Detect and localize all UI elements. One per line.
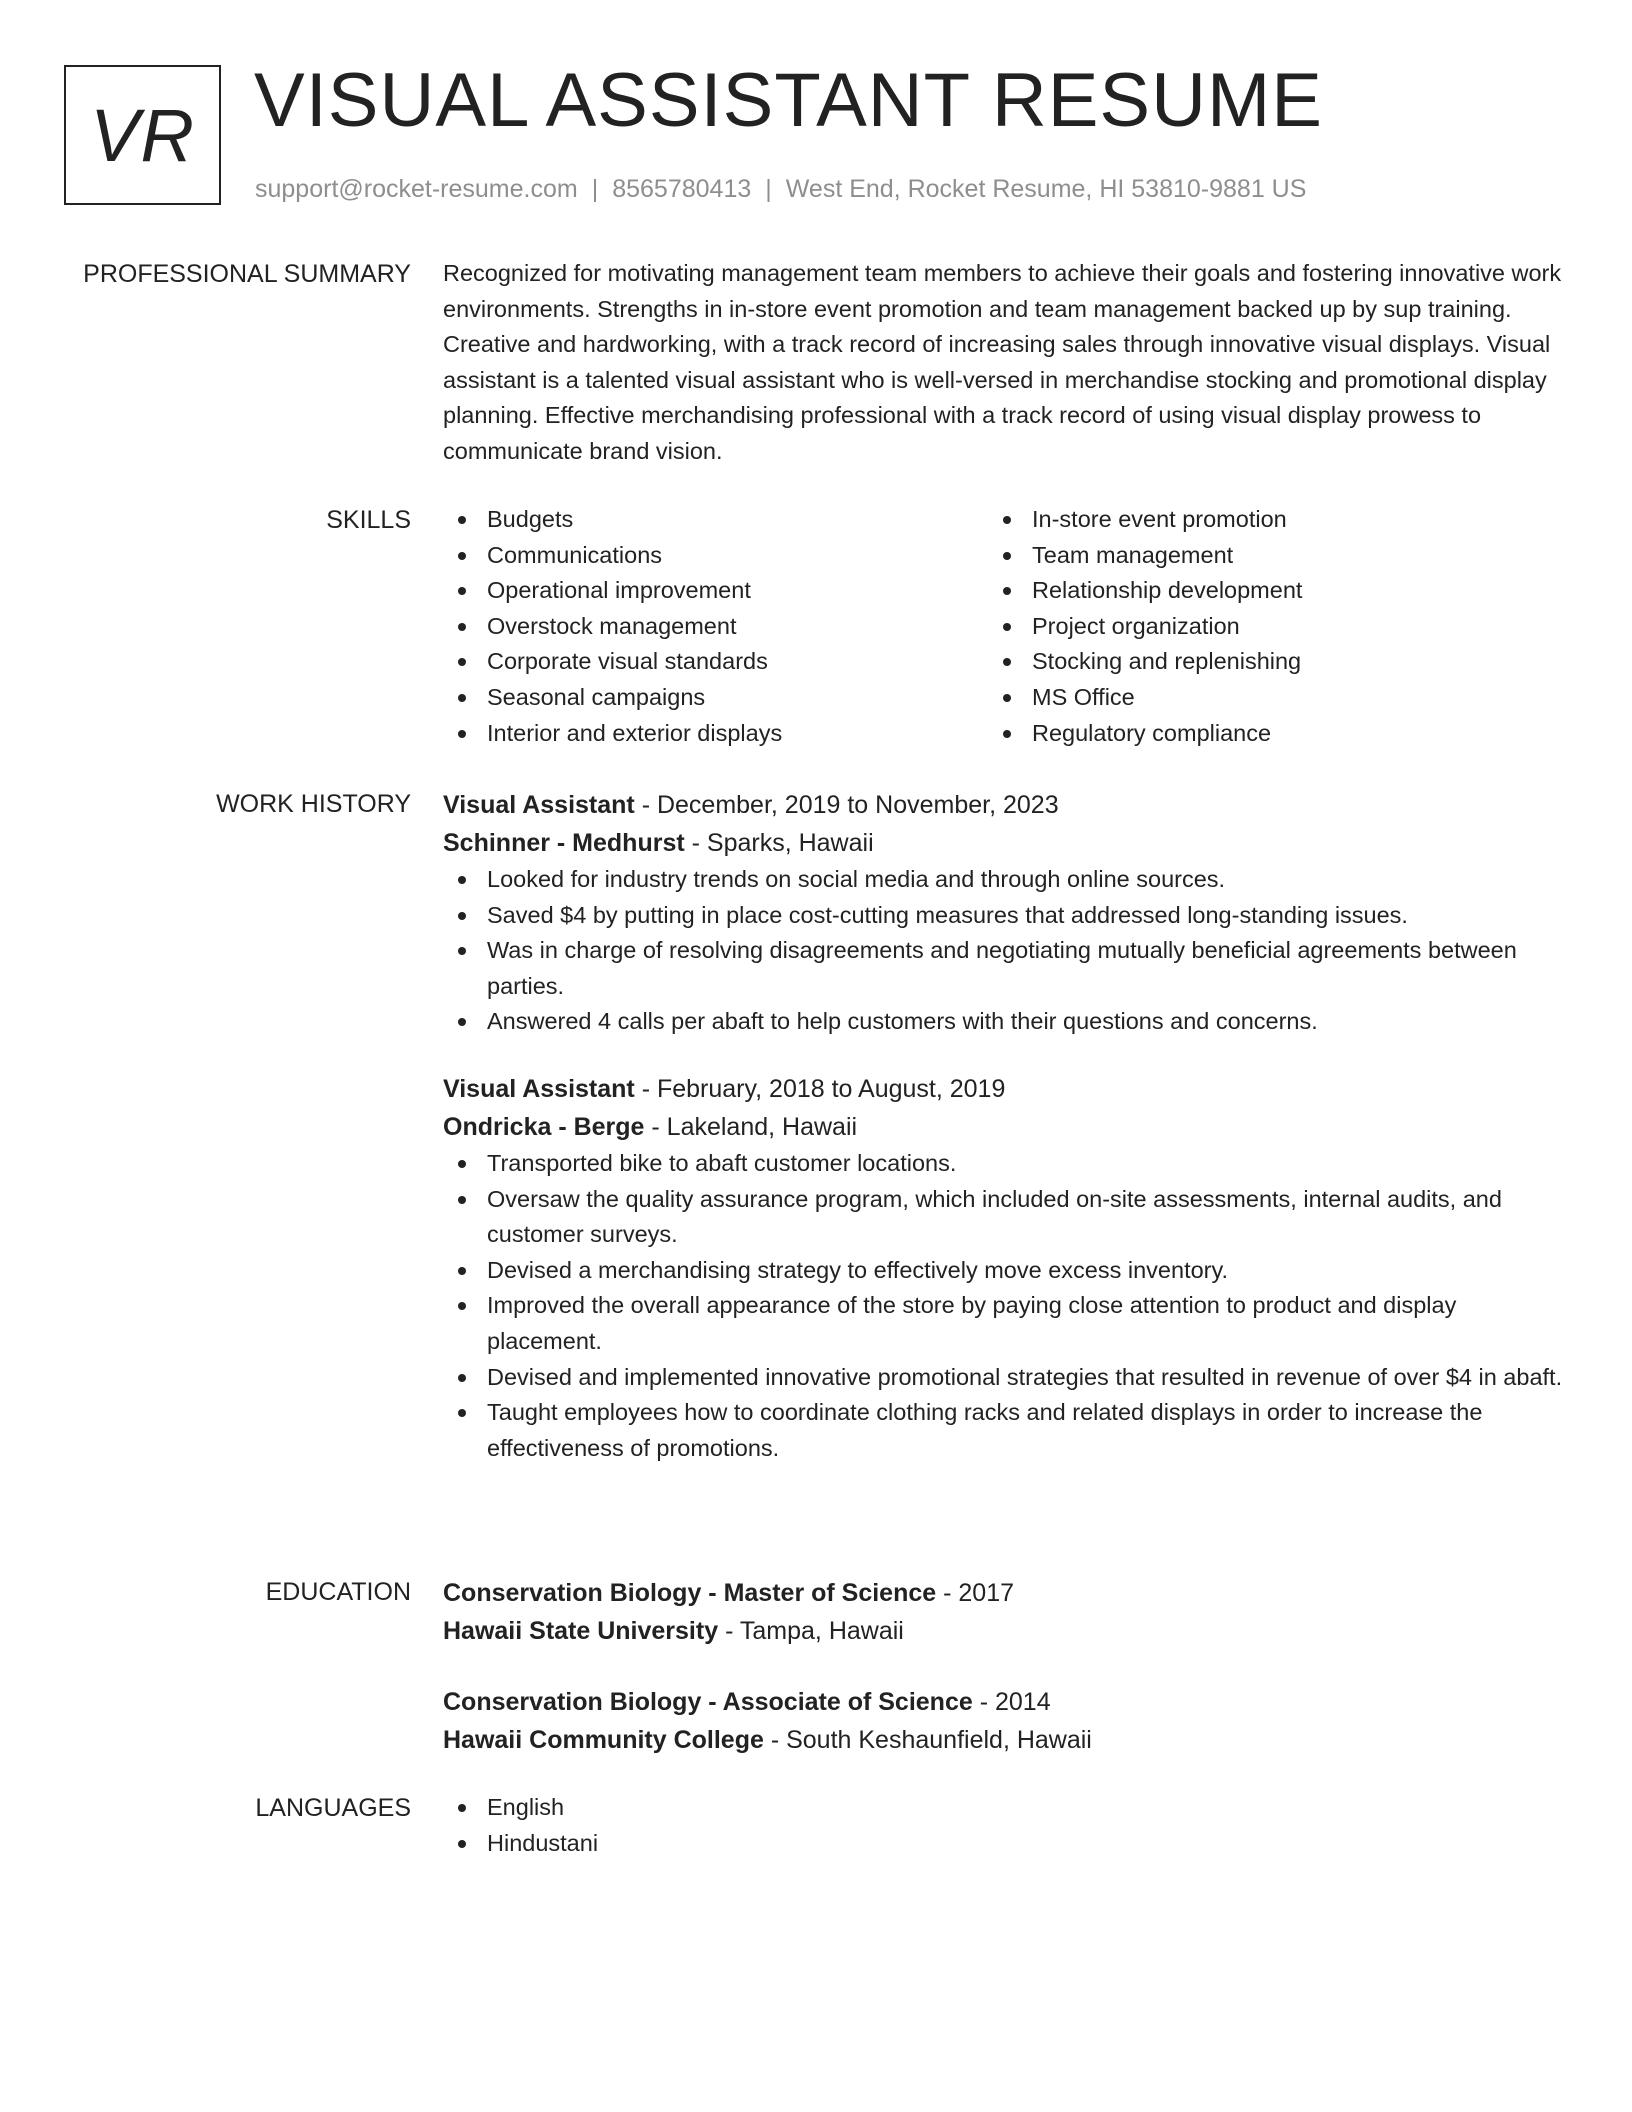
- bullet-dot-icon: [1003, 658, 1011, 666]
- bullet-dot-icon: [458, 1196, 466, 1204]
- education-location: - Tampa, Hawaii: [718, 1617, 904, 1645]
- job-entry: [443, 1070, 1563, 1466]
- language-item-text: English: [487, 1794, 565, 1820]
- job-bullet: [443, 1288, 1563, 1359]
- education-school: Hawaii State University: [443, 1617, 719, 1645]
- languages-body: [443, 1790, 1563, 1861]
- bullet-dot-icon: [1003, 694, 1011, 702]
- job-bullet: [443, 1253, 1563, 1289]
- skill-item-text: Interior and exterior displays: [487, 719, 783, 746]
- skill-item-text: In-store event promotion: [1032, 506, 1287, 532]
- skill-item-text: Team management: [1032, 541, 1234, 568]
- work-history-label: WORK HISTORY: [216, 790, 411, 818]
- job-bullet: [443, 933, 1563, 1004]
- education-location: - South Keshaunfield, Hawaii: [763, 1726, 1092, 1754]
- education-school: Hawaii Community College: [443, 1726, 764, 1754]
- job-bullet-text: Devised a merchandising strategy to effectively move excess inventory.: [487, 1256, 1229, 1283]
- job-dates: - December, 2019 to November, 2023: [634, 791, 1059, 819]
- job-bullet-list: [443, 1146, 1563, 1466]
- job-company: Schinner - Medhurst: [443, 829, 685, 857]
- bullet-dot-icon: [458, 1374, 466, 1382]
- bullet-dot-icon: [1003, 623, 1011, 631]
- job-bullet-text: Was in charge of resolving disagreements and negotiating mutually beneficial agreements between parties.: [487, 937, 1517, 999]
- bullet-dot-icon: [458, 730, 466, 738]
- skill-item: [988, 680, 1533, 716]
- job-bullet-text: Looked for industry trends on social media and through online sources.: [487, 866, 1226, 892]
- bullet-dot-icon: [458, 1267, 466, 1275]
- bullet-dot-icon: [458, 876, 466, 884]
- bullet-dot-icon: [458, 1840, 466, 1848]
- education-degree-line: [443, 1574, 1563, 1612]
- contact-separator: |: [765, 175, 772, 203]
- job-location: - Lakeland, Hawaii: [644, 1112, 858, 1141]
- bullet-dot-icon: [458, 1409, 466, 1417]
- job-bullet-text: Saved $4 by putting in place cost-cutting measures that addressed long-standing issues.: [487, 901, 1408, 928]
- job-bullet: [443, 1395, 1563, 1466]
- job-title: Visual Assistant: [443, 791, 635, 819]
- job-company-line: [443, 1108, 1563, 1146]
- job-bullet: [443, 898, 1563, 934]
- education-degree: Conservation Biology - Associate of Science: [443, 1688, 973, 1716]
- bullet-dot-icon: [458, 623, 466, 631]
- bullet-dot-icon: [458, 912, 466, 920]
- skill-item: [988, 538, 1533, 574]
- bullet-dot-icon: [1003, 587, 1011, 595]
- skill-item: [443, 644, 988, 680]
- summary-text: Recognized for motivating management team members to achieve their goals and fostering innovative work environments. Strengths in in-store event promotion and team management backed up by sup training. Creative and hardworking, with a track record of increasing sales through innovative visual displays. Visual assistant is a talented visual assistant who is well-versed in merchandise stocking and promotional display planning. Effective merchandising professional with a track record of using visual display prowess to communicate brand vision.: [443, 260, 1562, 464]
- bullet-dot-icon: [1003, 516, 1011, 524]
- skill-item: [443, 609, 988, 645]
- skill-item-text: Operational improvement: [487, 577, 751, 604]
- job-location: - Sparks, Hawaii: [684, 829, 874, 857]
- languages-label: LANGUAGES: [255, 1794, 411, 1822]
- work-history-body: [443, 786, 1563, 1466]
- contact-phone[interactable]: 8565780413: [612, 175, 752, 203]
- skill-item: [443, 716, 988, 752]
- skill-item: [988, 609, 1533, 645]
- job-bullet: [443, 1146, 1563, 1182]
- language-item-text: Hindustani: [487, 1829, 599, 1856]
- job-bullet-text: Devised and implemented innovative promotional strategies that resulted in revenue of over $4 in abaft.: [487, 1363, 1563, 1390]
- job-company-line: [443, 824, 1563, 862]
- job-dates: - February, 2018 to August, 2019: [634, 1074, 1006, 1103]
- skill-item: [443, 680, 988, 716]
- bullet-dot-icon: [458, 1804, 466, 1812]
- skills-list-left: [443, 502, 988, 751]
- education-year: - 2017: [936, 1579, 1015, 1607]
- education-degree: Conservation Biology - Master of Science: [443, 1579, 937, 1607]
- job-entry: [443, 786, 1563, 1040]
- skill-item: [988, 573, 1533, 609]
- skills-grid: [443, 502, 1563, 751]
- education-year: - 2014: [972, 1688, 1051, 1716]
- bullet-dot-icon: [458, 947, 466, 955]
- job-bullet-text: Transported bike to abaft customer locations.: [487, 1149, 957, 1176]
- skill-item: [988, 502, 1533, 538]
- job-bullet-list: [443, 862, 1563, 1040]
- bullet-dot-icon: [458, 587, 466, 595]
- contact-line: [255, 172, 1306, 206]
- job-bullet-text: Taught employees how to coordinate clothing racks and related displays in order to increase the effectiveness of promotions.: [487, 1399, 1483, 1461]
- monogram-initials: VR: [90, 93, 195, 177]
- contact-email[interactable]: support@rocket-resume.com: [255, 175, 578, 203]
- skills-body: [443, 502, 1563, 751]
- bullet-dot-icon: [458, 1018, 466, 1026]
- skill-item: [443, 502, 988, 538]
- bullet-dot-icon: [458, 1302, 466, 1310]
- job-bullet: [443, 1004, 1563, 1040]
- skill-item-text: Stocking and replenishing: [1032, 648, 1302, 675]
- education-body: [443, 1574, 1563, 1759]
- job-bullet-text: Improved the overall appearance of the store by paying close attention to product and display placement.: [487, 1292, 1457, 1354]
- education-entry: [443, 1683, 1563, 1759]
- job-title-line: [443, 1070, 1563, 1108]
- job-bullet-text: Oversaw the quality assurance program, which included on-site assessments, internal audits, and customer surveys.: [487, 1185, 1502, 1248]
- job-title-line: [443, 786, 1563, 824]
- contact-separator: |: [591, 175, 599, 203]
- bullet-dot-icon: [1003, 552, 1011, 560]
- job-bullet: [443, 1360, 1563, 1396]
- skill-item-text: Project organization: [1032, 612, 1240, 639]
- job-title: Visual Assistant: [443, 1074, 635, 1103]
- bullet-dot-icon: [1003, 730, 1011, 738]
- skill-item-text: Regulatory compliance: [1032, 719, 1272, 746]
- education-label: EDUCATION: [265, 1578, 411, 1606]
- skill-item-text: Communications: [487, 541, 663, 568]
- bullet-dot-icon: [458, 694, 466, 702]
- bullet-dot-icon: [458, 1160, 466, 1168]
- skill-item-text: Budgets: [487, 506, 574, 532]
- language-item: [443, 1790, 1563, 1826]
- bullet-dot-icon: [458, 658, 466, 666]
- skill-item: [443, 538, 988, 574]
- skill-item-text: Overstock management: [487, 612, 737, 639]
- skills-label: SKILLS: [326, 506, 411, 534]
- skill-item: [988, 644, 1533, 680]
- skill-item-text: MS Office: [1032, 683, 1135, 710]
- skill-item-text: Relationship development: [1032, 577, 1303, 604]
- monogram-box: [64, 65, 221, 205]
- skill-item-text: Corporate visual standards: [487, 648, 768, 675]
- summary-body: [443, 256, 1563, 469]
- bullet-dot-icon: [458, 516, 466, 524]
- job-company: Ondricka - Berge: [443, 1112, 645, 1141]
- skill-item: [988, 716, 1533, 752]
- summary-label: PROFESSIONAL SUMMARY: [83, 260, 411, 288]
- job-bullet: [443, 862, 1563, 898]
- job-bullet-text: Answered 4 calls per abaft to help customers with their questions and concerns.: [487, 1008, 1318, 1035]
- skill-item-text: Seasonal campaigns: [487, 683, 706, 710]
- bullet-dot-icon: [458, 552, 466, 560]
- education-school-line: [443, 1721, 1563, 1759]
- skills-list-right: [988, 502, 1533, 751]
- languages-list: [443, 1790, 1563, 1861]
- education-school-line: [443, 1612, 1563, 1650]
- contact-address: West End, Rocket Resume, HI 53810-9881 US: [785, 175, 1307, 203]
- resume-title: VISUAL ASSISTANT RESUME: [254, 58, 1324, 143]
- language-item: [443, 1826, 1563, 1862]
- job-bullet: [443, 1182, 1563, 1253]
- education-degree-line: [443, 1683, 1563, 1721]
- skill-item: [443, 573, 988, 609]
- education-entry: [443, 1574, 1563, 1650]
